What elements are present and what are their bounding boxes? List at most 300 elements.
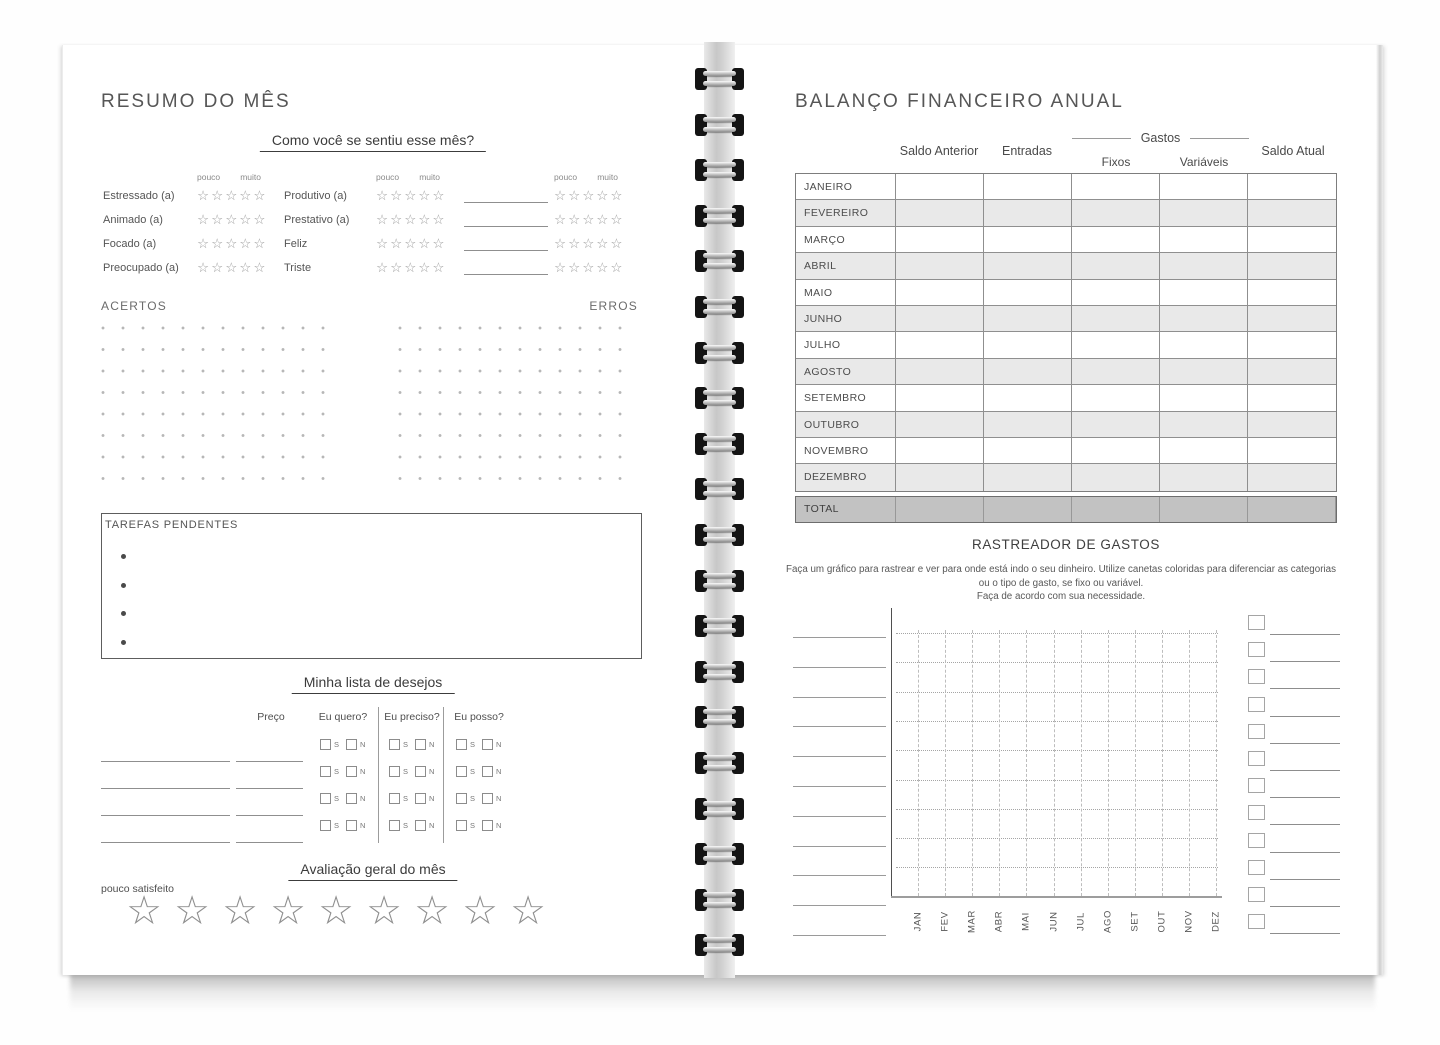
right-page (719, 45, 1383, 975)
yes-checkbox (389, 739, 400, 750)
yes-checkbox (456, 739, 467, 750)
binding-coil (695, 934, 744, 956)
rating-star-icon: ☆ (366, 889, 402, 933)
y-axis-label-line (793, 697, 886, 698)
legend-label-line (1270, 906, 1340, 907)
overall-rating-title: Avaliação geral do mês (288, 861, 457, 881)
balance-value-cell (984, 174, 1072, 200)
chart-month-label: JUL (1075, 912, 1087, 931)
chart-gridline-v (972, 630, 973, 896)
page-stack-edge (1376, 45, 1383, 975)
no-checkbox-label: N (429, 740, 435, 749)
balance-value-cell (1160, 438, 1248, 464)
header-entradas: Entradas (1001, 144, 1053, 158)
feeling-stars-a: ☆☆☆☆☆ (197, 212, 268, 227)
coil-wire-bottom (703, 583, 736, 588)
feeling-custom-line (464, 226, 548, 227)
coil-wire-top (703, 527, 736, 532)
binding-coil (695, 706, 744, 728)
total-value-cell (1072, 497, 1160, 522)
coil-wire-bottom (703, 446, 736, 451)
header-fixos: Fixos (1101, 155, 1131, 169)
no-checkbox-label: N (360, 767, 366, 776)
no-checkbox-label: N (429, 767, 435, 776)
balance-value-cell (1072, 280, 1160, 306)
wishlist-price-line (236, 761, 303, 762)
feeling-label-a: Preocupado (a) (103, 262, 179, 274)
balance-value-cell (1072, 227, 1160, 253)
chart-gridline-v (1162, 630, 1163, 896)
balance-value-cell (1248, 359, 1336, 385)
chart-gridline-v (1026, 630, 1027, 896)
balance-value-cell (896, 253, 984, 279)
no-checkbox-label: N (496, 767, 502, 776)
wishlist-item-line (101, 842, 230, 843)
balance-value-cell (896, 200, 984, 226)
coil-wire-bottom (703, 81, 736, 86)
price-header: Preço (257, 711, 285, 723)
legend-label-line (1270, 634, 1340, 635)
legend-label-line (1270, 716, 1340, 717)
feeling-custom-line (464, 274, 548, 275)
yes-checkbox-label: S (403, 821, 409, 830)
y-axis-label-line (793, 846, 886, 847)
coil-wire-top (703, 345, 736, 350)
task-bullet (121, 640, 126, 645)
balance-month-cell: JANEIRO (796, 174, 896, 200)
total-value-cell (1248, 497, 1336, 522)
legend-label-line (1270, 661, 1340, 662)
left-page (62, 45, 719, 975)
feelings-row (63, 208, 719, 232)
legend-checkbox (1248, 724, 1265, 739)
coil-wire-top (703, 892, 736, 897)
coil-wire-top (703, 755, 736, 760)
binding-coil (695, 615, 744, 637)
header-gastos: Gastos (1140, 131, 1181, 145)
coil-wire-bottom (703, 172, 736, 177)
wishlist-divider (443, 707, 444, 843)
feeling-stars-custom: ☆☆☆☆☆ (554, 188, 625, 203)
binding-coil (695, 752, 744, 774)
coil-wire-top (703, 253, 736, 258)
chart-gridline-v (1081, 630, 1082, 896)
balance-total-row (795, 496, 1337, 523)
chart-month-label: AGO (1102, 910, 1114, 933)
coil-wire-top (703, 481, 736, 486)
balance-value-cell (1072, 412, 1160, 438)
no-checkbox (346, 820, 357, 831)
tracker-y-axis (891, 608, 892, 897)
no-checkbox-label: N (360, 794, 366, 803)
rating-star-icon: ☆ (270, 889, 306, 933)
chart-month-label: ABR (993, 910, 1005, 933)
task-bullet (121, 611, 126, 616)
balance-value-cell (1160, 464, 1248, 490)
balance-value-cell (1248, 200, 1336, 226)
balance-value-cell (984, 385, 1072, 411)
pending-tasks-title: TAREFAS PENDENTES (105, 519, 239, 531)
balance-value-cell (896, 438, 984, 464)
coil-wire-bottom (703, 674, 736, 679)
balance-value-cell (1248, 280, 1336, 306)
no-checkbox (346, 739, 357, 750)
feeling-stars-b: ☆☆☆☆☆ (376, 236, 447, 251)
legend-checkbox (1248, 833, 1265, 848)
balance-value-cell (1072, 200, 1160, 226)
feelings-row (63, 184, 719, 208)
yes-checkbox-label: S (403, 767, 409, 776)
balance-value-cell (984, 306, 1072, 332)
balance-month-cell: FEVEREIRO (796, 200, 896, 226)
chart-month-label: JUN (1048, 911, 1059, 932)
erros-dot-grid (398, 326, 638, 498)
gastos-bracket-line-left (1072, 138, 1131, 139)
balance-value-cell (984, 227, 1072, 253)
legend-label-line (1270, 797, 1340, 798)
chart-month-label: JAN (912, 911, 924, 932)
coil-wire-bottom (703, 263, 736, 268)
legend-checkbox (1248, 669, 1265, 684)
coil-wire-bottom (703, 127, 736, 132)
yes-checkbox (456, 820, 467, 831)
balance-value-cell (896, 412, 984, 438)
coil-wire-bottom (703, 309, 736, 314)
balance-value-cell (984, 438, 1072, 464)
balance-value-cell (984, 359, 1072, 385)
no-checkbox-label: N (496, 740, 502, 749)
wishlist-price-line (236, 842, 303, 843)
wishlist-price-line (236, 788, 303, 789)
no-checkbox (415, 820, 426, 831)
legend-label-line (1270, 852, 1340, 853)
binding-coil (695, 296, 744, 318)
binding-coil (695, 524, 744, 546)
y-axis-label-line (793, 637, 886, 638)
binding-coil (695, 342, 744, 364)
right-page-title: BALANÇO FINANCEIRO ANUAL (795, 91, 1124, 112)
chart-month-label: FEV (939, 911, 951, 932)
feeling-label-b: Produtivo (a) (284, 190, 347, 202)
balance-value-cell (1160, 385, 1248, 411)
coil-wire-bottom (703, 811, 736, 816)
feeling-stars-custom: ☆☆☆☆☆ (554, 260, 625, 275)
binding-coil (695, 798, 744, 820)
no-checkbox (415, 766, 426, 777)
balance-value-cell (896, 359, 984, 385)
balance-value-cell (896, 227, 984, 253)
rating-star-icon: ☆ (222, 889, 258, 933)
coil-wire-top (703, 117, 736, 122)
coil-wire-top (703, 390, 736, 395)
tracker-desc-line-1: Faça um gráfico para rastrear e ver para onde está indo o seu dinheiro. Utilize canetas coloridas para diferenciar as categorias (785, 564, 1336, 575)
coil-wire-bottom (703, 628, 736, 633)
no-checkbox (346, 766, 357, 777)
legend-label-line (1270, 933, 1340, 934)
binding-coil (695, 114, 744, 136)
tracker-x-axis (891, 896, 1222, 898)
binding-coil (695, 661, 744, 683)
binding-coil (695, 205, 744, 227)
no-checkbox (482, 820, 493, 831)
no-checkbox (482, 793, 493, 804)
balance-month-cell: JUNHO (796, 306, 896, 332)
feelings-row (63, 232, 719, 256)
legend-checkbox (1248, 778, 1265, 793)
binding-coil (695, 250, 744, 272)
coil-wire-bottom (703, 400, 736, 405)
balance-value-cell (984, 253, 1072, 279)
balance-value-cell (1072, 385, 1160, 411)
yes-checkbox-label: S (470, 821, 476, 830)
balance-value-cell (1072, 306, 1160, 332)
no-checkbox (415, 739, 426, 750)
balance-value-cell (896, 385, 984, 411)
coil-wire-bottom (703, 719, 736, 724)
coil-wire-top (703, 573, 736, 578)
scale-muito-label: muito (419, 172, 440, 182)
balance-value-cell (1160, 359, 1248, 385)
chart-gridline-v (918, 630, 919, 896)
balance-value-cell (1248, 332, 1336, 358)
wishlist-item-line (101, 815, 230, 816)
annual-balance-table (795, 173, 1337, 492)
balance-month-cell: MAIO (796, 280, 896, 306)
coil-wire-top (703, 846, 736, 851)
chart-month-label: DEZ (1210, 911, 1222, 932)
scale-pouco-label: pouco (197, 172, 221, 182)
rating-star-icon: ☆ (462, 889, 498, 933)
rating-star-icon: ☆ (414, 889, 450, 933)
expense-tracker-title: RASTREADOR DE GASTOS (971, 537, 1161, 552)
balance-value-cell (1160, 332, 1248, 358)
feelings-section-title: Como você se sentiu esse mês? (260, 132, 486, 152)
task-bullet (121, 554, 126, 559)
feeling-label-a: Estressado (a) (103, 190, 175, 202)
task-bullet (121, 583, 126, 588)
feeling-label-b: Triste (284, 262, 312, 274)
yes-checkbox-label: S (403, 740, 409, 749)
rating-low-label: pouco satisfeito (101, 883, 174, 895)
yes-checkbox (389, 766, 400, 777)
balance-value-cell (1248, 174, 1336, 200)
header-saldo-anterior: Saldo Anterior (899, 144, 979, 158)
erros-label: ERROS (589, 299, 638, 313)
balance-value-cell (984, 412, 1072, 438)
y-axis-label-line (793, 816, 886, 817)
coil-wire-bottom (703, 902, 736, 907)
yes-checkbox-label: S (334, 767, 340, 776)
yes-checkbox-label: S (334, 740, 340, 749)
legend-label-line (1270, 824, 1340, 825)
wishlist-item-line (101, 761, 230, 762)
balance-value-cell (984, 200, 1072, 226)
legend-checkbox (1248, 805, 1265, 820)
header-gastos-group (1072, 131, 1249, 145)
yes-checkbox (320, 793, 331, 804)
balance-value-cell (1248, 253, 1336, 279)
yes-checkbox (456, 793, 467, 804)
no-checkbox-label: N (360, 740, 366, 749)
chart-month-label: MAR (966, 910, 978, 933)
chart-gridline-v (1108, 630, 1109, 896)
no-checkbox-label: N (496, 794, 502, 803)
yes-checkbox (389, 820, 400, 831)
balance-value-cell (1072, 253, 1160, 279)
acertos-label: ACERTOS (101, 299, 167, 313)
feeling-stars-a: ☆☆☆☆☆ (197, 236, 268, 251)
balance-value-cell (896, 280, 984, 306)
chart-gridline-v (1189, 630, 1190, 896)
total-value-cell (984, 497, 1072, 522)
yes-checkbox-label: S (334, 794, 340, 803)
y-axis-label-line (793, 905, 886, 906)
question-header: Eu posso? (454, 711, 504, 723)
y-axis-label-line (793, 756, 886, 757)
balance-value-cell (1160, 227, 1248, 253)
balance-value-cell (1160, 306, 1248, 332)
balance-value-cell (984, 332, 1072, 358)
scale-muito-label: muito (240, 172, 261, 182)
wishlist-price-line (236, 815, 303, 816)
total-value-cell (896, 497, 984, 522)
binding-coil (695, 570, 744, 592)
yes-checkbox (389, 793, 400, 804)
coil-wire-top (703, 71, 736, 76)
coil-wire-top (703, 664, 736, 669)
gastos-bracket-line-right (1190, 138, 1249, 139)
balance-value-cell (1248, 385, 1336, 411)
binding-coil (695, 159, 744, 181)
balance-value-cell (1072, 464, 1160, 490)
tracker-desc-line-3: Faça de acordo com sua necessidade. (976, 591, 1146, 602)
coil-wire-top (703, 801, 736, 806)
tracker-desc-line-2: ou o tipo de gasto, se fixo ou variável. (978, 577, 1144, 589)
y-axis-label-line (793, 726, 886, 727)
wishlist-divider (378, 707, 379, 843)
question-header: Eu preciso? (384, 711, 440, 723)
balance-month-cell: JULHO (796, 332, 896, 358)
coil-wire-bottom (703, 856, 736, 861)
balance-month-cell: DEZEMBRO (796, 464, 896, 490)
chart-gridline-v (1216, 630, 1217, 896)
legend-checkbox (1248, 697, 1265, 712)
feeling-stars-b: ☆☆☆☆☆ (376, 260, 447, 275)
balance-month-cell: AGOSTO (796, 359, 896, 385)
balance-month-cell: ABRIL (796, 253, 896, 279)
notebook-spine (704, 42, 735, 978)
no-checkbox-label: N (429, 794, 435, 803)
legend-label-line (1270, 743, 1340, 744)
chart-gridline-v (999, 630, 1000, 896)
feeling-stars-b: ☆☆☆☆☆ (376, 188, 447, 203)
chart-gridline-v (1135, 630, 1136, 896)
no-checkbox-label: N (496, 821, 502, 830)
balance-value-cell (1072, 174, 1160, 200)
rating-star-icon: ☆ (510, 889, 546, 933)
yes-checkbox-label: S (334, 821, 340, 830)
coil-wire-bottom (703, 765, 736, 770)
coil-wire-top (703, 618, 736, 623)
feeling-label-a: Animado (a) (103, 214, 163, 226)
feeling-stars-a: ☆☆☆☆☆ (197, 188, 268, 203)
no-checkbox-label: N (360, 821, 366, 830)
chart-month-label: SET (1129, 911, 1141, 932)
yes-checkbox-label: S (470, 767, 476, 776)
yes-checkbox (320, 766, 331, 777)
wishlist-item-line (101, 788, 230, 789)
coil-wire-top (703, 709, 736, 714)
scale-muito-label: muito (597, 172, 618, 182)
balance-value-cell (896, 174, 984, 200)
y-axis-label-line (793, 935, 886, 936)
y-axis-label-line (793, 786, 886, 787)
chart-month-label: OUT (1156, 910, 1168, 933)
header-variaveis: Variáveis (1179, 155, 1229, 169)
coil-wire-top (703, 436, 736, 441)
legend-checkbox (1248, 914, 1265, 929)
rating-star-icon: ☆ (318, 889, 354, 933)
binding-coil (695, 889, 744, 911)
feeling-label-b: Feliz (284, 238, 308, 250)
wishlist-title: Minha lista de desejos (292, 674, 455, 694)
feeling-label-a: Focado (a) (103, 238, 157, 250)
coil-wire-top (703, 937, 736, 942)
coil-wire-top (703, 162, 736, 167)
chart-month-label: MAI (1020, 912, 1032, 931)
total-value-cell (1160, 497, 1248, 522)
binding-coil (695, 68, 744, 90)
binding-coil (695, 843, 744, 865)
coil-wire-bottom (703, 218, 736, 223)
balance-month-cell: SETEMBRO (796, 385, 896, 411)
yes-checkbox-label: S (403, 794, 409, 803)
balance-value-cell (896, 332, 984, 358)
coil-wire-bottom (703, 947, 736, 952)
legend-checkbox (1248, 860, 1265, 875)
no-checkbox-label: N (429, 821, 435, 830)
no-checkbox (346, 793, 357, 804)
page-bottom-shadow (70, 973, 1375, 1015)
chart-gridline-v (1054, 630, 1055, 896)
total-label-cell: TOTAL (796, 497, 896, 522)
pending-tasks-box (101, 513, 642, 659)
coil-wire-bottom (703, 355, 736, 360)
scale-pouco-label: pouco (554, 172, 578, 182)
legend-checkbox (1248, 615, 1265, 630)
legend-checkbox (1248, 887, 1265, 902)
binding-coil (695, 433, 744, 455)
balance-month-cell: MARÇO (796, 227, 896, 253)
balance-value-cell (1248, 412, 1336, 438)
coil-wire-top (703, 299, 736, 304)
feeling-stars-custom: ☆☆☆☆☆ (554, 236, 625, 251)
legend-checkbox (1248, 642, 1265, 657)
balance-value-cell (1248, 227, 1336, 253)
balance-value-cell (1160, 174, 1248, 200)
yes-checkbox (320, 739, 331, 750)
balance-value-cell (984, 280, 1072, 306)
expense-tracker-description (751, 563, 1371, 604)
question-header: Eu quero? (318, 711, 368, 723)
balance-value-cell (1160, 412, 1248, 438)
no-checkbox (482, 766, 493, 777)
yes-checkbox-label: S (470, 740, 476, 749)
balance-value-cell (1160, 200, 1248, 226)
coil-wire-top (703, 208, 736, 213)
coil-wire-bottom (703, 537, 736, 542)
feeling-custom-line (464, 250, 548, 251)
